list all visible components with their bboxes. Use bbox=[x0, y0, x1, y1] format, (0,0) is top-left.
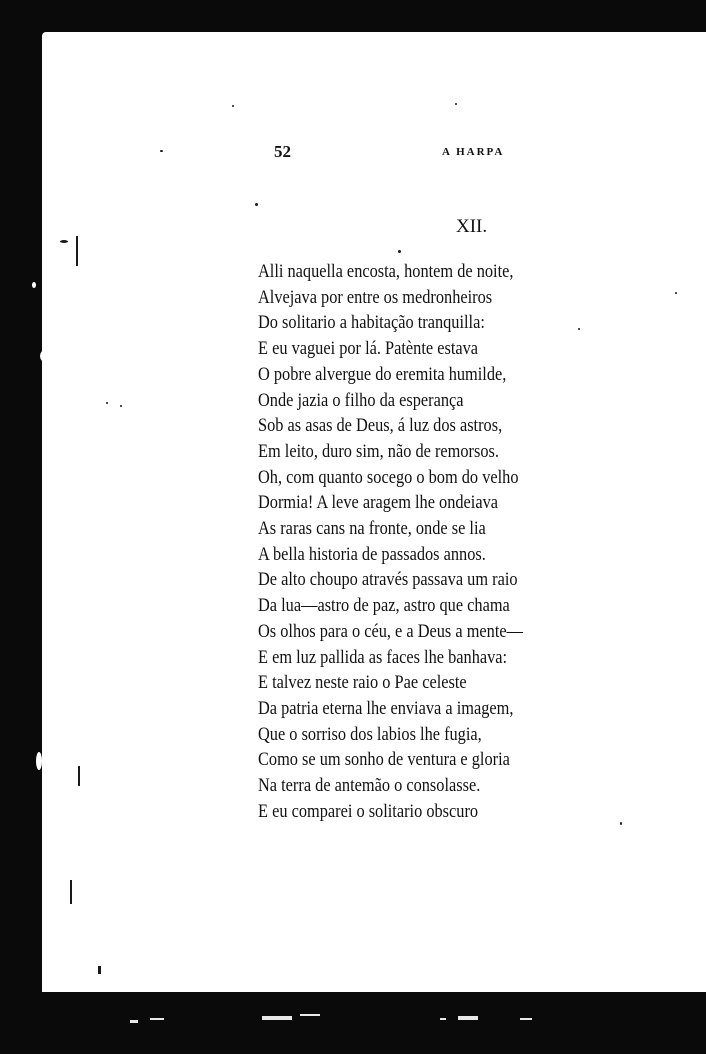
poem-line: Na terra de antemão o consolasse. bbox=[258, 775, 481, 797]
scan-speck bbox=[120, 405, 122, 407]
poem-line: E em luz pallida as faces lhe banhava: bbox=[258, 646, 508, 668]
scan-speck bbox=[675, 292, 677, 294]
poem-line: Oh, com quanto socego o bom do velho bbox=[258, 466, 519, 488]
scan-speck bbox=[70, 880, 72, 904]
scan-fleck bbox=[520, 1018, 532, 1020]
scan-speck bbox=[455, 103, 457, 105]
poem-line: Onde jazia o filho da esperança bbox=[258, 389, 464, 411]
poem-text bbox=[258, 259, 568, 824]
scan-speck bbox=[398, 250, 401, 253]
poem-line: Sob as asas de Deus, á luz dos astros, bbox=[258, 415, 503, 437]
scan-speck bbox=[32, 282, 36, 288]
scan-speck bbox=[578, 328, 580, 330]
scan-speck bbox=[160, 150, 163, 152]
running-head: A HARPA bbox=[442, 146, 505, 158]
poem-line: Como se um sonho de ventura e gloria bbox=[258, 749, 510, 771]
scan-fleck bbox=[130, 1020, 138, 1023]
scan-bottom-border bbox=[0, 1006, 706, 1054]
poem-line: Alvejava por entre os medronheiros bbox=[258, 286, 493, 308]
scan-speck bbox=[255, 203, 258, 206]
poem-line: De alto choupo através passava um raio bbox=[258, 569, 518, 591]
poem-line: O pobre alvergue do eremita humilde, bbox=[258, 363, 507, 385]
scan-speck bbox=[40, 350, 50, 362]
page-header bbox=[274, 142, 574, 164]
poem-line: Em leito, duro sim, não de remorsos. bbox=[258, 440, 499, 462]
poem-line: Alli naquella encosta, hontem de noite, bbox=[258, 261, 514, 282]
poem-line: A bella historia de passados annos. bbox=[258, 543, 486, 565]
scan-speck bbox=[78, 766, 80, 786]
scan-fleck bbox=[300, 1014, 320, 1016]
poem-line: E talvez neste raio o Pae celeste bbox=[258, 672, 467, 694]
scan-speck bbox=[76, 236, 78, 266]
scan-fleck bbox=[440, 1018, 446, 1020]
poem-line: E eu vaguei por lá. Patènte estava bbox=[258, 338, 479, 360]
page-number: 52 bbox=[274, 142, 291, 161]
scan-fleck bbox=[262, 1016, 292, 1020]
poem-line: Do solitario a habitação tranquilla: bbox=[258, 312, 485, 334]
scan-speck bbox=[232, 105, 234, 107]
poem-line: Da patria eterna lhe enviava a imagem, bbox=[258, 697, 514, 719]
scan-speck bbox=[36, 752, 42, 770]
poem-line: Que o sorriso dos labios lhe fugia, bbox=[258, 723, 482, 745]
section-number: XII. bbox=[456, 216, 488, 237]
scan-fleck bbox=[458, 1016, 478, 1020]
scan-speck bbox=[60, 240, 68, 243]
poem-line: As raras cans na fronte, onde se lia bbox=[258, 518, 486, 540]
poem-line: Dormia! A leve aragem lhe ondeiava bbox=[258, 492, 499, 514]
poem-line: Da lua—astro de paz, astro que chama bbox=[258, 595, 510, 617]
scan-speck bbox=[98, 966, 101, 974]
scan-fleck bbox=[150, 1018, 164, 1020]
scan-speck bbox=[106, 402, 108, 404]
poem-line: Os olhos para o céu, e a Deus a mente— bbox=[258, 620, 523, 642]
scan-speck bbox=[620, 822, 622, 825]
poem-line: E eu comparei o solitario obscuro bbox=[258, 800, 479, 822]
